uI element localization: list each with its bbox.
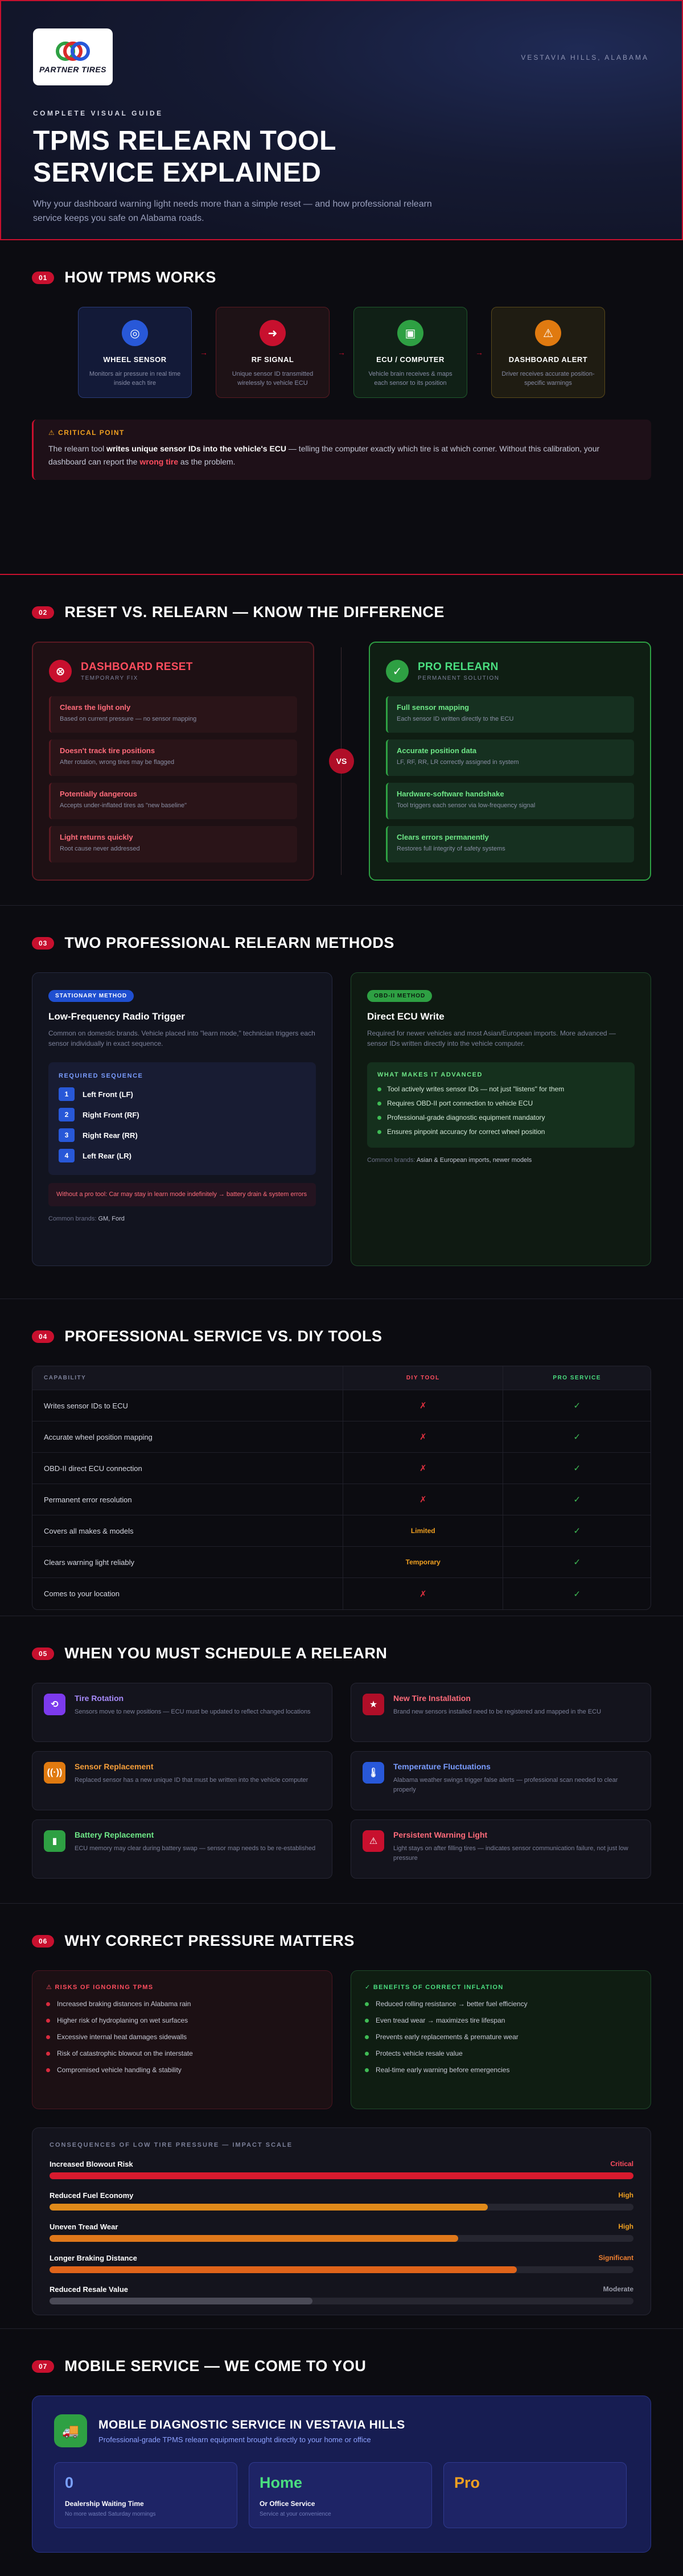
flow-card-wheel-sensor	[78, 307, 192, 398]
pro-cell	[503, 1484, 651, 1515]
card-title: Persistent Warning Light	[393, 1830, 488, 1839]
relearn-trigger-card	[32, 1819, 332, 1879]
bullet-icon	[377, 1116, 381, 1120]
card-title: New Tire Installation	[393, 1694, 471, 1703]
critical-point-callout	[32, 420, 651, 480]
x-circle-icon: ⊗	[49, 660, 72, 683]
critical-point-label: ⚠ CRITICAL POINT	[48, 429, 125, 437]
truck-icon: 🚚	[54, 2414, 87, 2447]
impact-bar-header	[50, 2285, 633, 2294]
sensor-icon: ((·))	[44, 1762, 65, 1784]
card-desc: Brand new sensors installed need to be registered and mapped in the ECU	[393, 1708, 602, 1715]
computer-icon: ▣	[397, 320, 423, 346]
stat-label: Or Office Service	[260, 2500, 315, 2508]
section-number: 01	[32, 272, 54, 284]
flow-arrow-icon: →	[475, 348, 483, 357]
section-how-tpms-works	[0, 240, 683, 574]
section-title: TWO PROFESSIONAL RELEARN METHODS	[64, 934, 394, 951]
sequence-step: 1 Left Front (LF)	[59, 1087, 306, 1101]
list-item: Clears the light only Based on current pressure — no sensor mapping	[49, 696, 297, 733]
list-item-text: Excessive internal heat damages sidewalls	[57, 2033, 187, 2041]
list-item	[46, 2033, 318, 2041]
page-title	[33, 125, 650, 189]
mobile-subtitle: Professional-grade TPMS relearn equipment brought directly to your home or office	[98, 2435, 371, 2444]
mobile-title: MOBILE DIAGNOSTIC SERVICE IN VESTAVIA HILLS	[98, 2418, 405, 2431]
impact-bar-track	[50, 2235, 633, 2242]
card-body	[393, 1830, 639, 1868]
impact-bar-label: Reduced Fuel Economy	[50, 2191, 134, 2200]
advanced-features	[367, 1062, 635, 1148]
impact-bar-header	[50, 2254, 633, 2262]
dashboard-reset-card	[32, 642, 314, 881]
list-item: Accurate position data LF, RF, RR, LR correctly assigned in system	[386, 739, 634, 776]
logo-text: PARTNER TIRES	[39, 65, 106, 74]
list-item: Professional-grade diagnostic equipment mandatory	[377, 1114, 624, 1121]
section-number: 03	[32, 937, 54, 950]
section-number: 05	[32, 1648, 54, 1660]
table-row	[32, 1484, 651, 1515]
card-body	[75, 1694, 311, 1731]
bullet-icon	[46, 2052, 50, 2056]
section-number: 02	[32, 606, 54, 619]
list-item	[46, 2049, 318, 2057]
list-item: Tool actively writes sensor IDs — not just "listens" for them	[377, 1085, 624, 1093]
warning-icon: ⚠	[363, 1830, 384, 1852]
bullet-icon	[365, 2019, 369, 2023]
impact-bar-fill	[50, 2298, 312, 2304]
stat-value: Pro	[454, 2474, 480, 2491]
card-body	[393, 1694, 601, 1731]
impact-bar-fill	[50, 2204, 488, 2211]
sequence-step: 3 Right Rear (RR)	[59, 1128, 306, 1142]
bullet-icon	[46, 2035, 50, 2039]
stationary-method-card	[32, 972, 332, 1266]
list-item-text: Prevents early replacements & premature wear	[376, 2033, 519, 2041]
common-brands: Common brands: GM, Ford	[48, 1215, 125, 1222]
impact-bar-track	[50, 2172, 633, 2179]
impact-level: Significant	[598, 2254, 633, 2262]
list-item: Requires OBD-II port connection to vehicle ECU	[377, 1099, 624, 1107]
capability-cell: Covers all makes & models	[44, 1526, 134, 1535]
flow-card-rf-signal	[216, 307, 330, 398]
brand-logo[interactable]	[33, 28, 113, 85]
list-item: Hardware-software handshake Tool triggers each sensor via low-frequency signal	[386, 783, 634, 819]
impact-label: CONSEQUENCES OF LOW TIRE PRESSURE — IMPACT SCALE	[50, 2142, 293, 2148]
vs-divider	[314, 642, 369, 881]
list-item: Full sensor mapping Each sensor ID written directly to the ECU	[386, 696, 634, 733]
section-pro-vs-diy	[0, 1299, 683, 1616]
card-desc: Alabama weather swings trigger false alerts — professional scan needed to clear properly	[393, 1777, 618, 1793]
relearn-trigger-card	[351, 1751, 651, 1810]
flow-arrow-icon: →	[338, 348, 345, 357]
card-title: PRO RELEARN	[418, 661, 499, 673]
table-row	[32, 1547, 651, 1578]
tpms-flow	[32, 307, 651, 398]
impact-level: Critical	[610, 2160, 633, 2168]
impact-bar-track	[50, 2204, 633, 2211]
bullet-icon	[46, 2068, 50, 2072]
card-subtitle: PERMANENT SOLUTION	[418, 675, 500, 681]
list-item: Potentially dangerous Accepts under-inflated tires as "new baseline"	[49, 783, 297, 819]
bullet-icon	[365, 2052, 369, 2056]
diy-cell	[343, 1484, 503, 1515]
impact-bar-label: Uneven Tread Wear	[50, 2222, 118, 2231]
bullet-icon	[365, 2068, 369, 2072]
check-icon: ✓	[573, 1558, 581, 1567]
relearn-trigger-card	[32, 1751, 332, 1810]
list-item	[365, 2000, 637, 2008]
list-item: Clears errors permanently Restores full integrity of safety systems	[386, 826, 634, 862]
card-desc: Replaced sensor has a new unique ID that must be written into the vehicle computer	[75, 1777, 308, 1784]
section-title: RESET VS. RELEARN — KNOW THE DIFFERENCE	[64, 603, 445, 621]
capability-cell: Permanent error resolution	[44, 1495, 132, 1504]
hero-banner	[0, 0, 683, 239]
vs-badge: VS	[329, 749, 354, 774]
risks-label: ⚠ RISKS OF IGNORING TPMS	[46, 1984, 154, 1991]
pro-relearn-card	[369, 642, 651, 881]
critical-point-text: The relearn tool writes unique sensor IDs into the vehicle's ECU — telling the computer exactly which tire is at which corner. Without this calibration, your dashboard can report the wrong tire as the problem.	[48, 444, 600, 466]
pro-cell	[503, 1453, 651, 1484]
pro-cell	[503, 1421, 651, 1452]
diy-cell	[343, 1578, 503, 1609]
flow-card-desc: Driver receives accurate position-specific warnings	[501, 371, 595, 387]
capability-cell: Comes to your location	[44, 1589, 120, 1598]
diy-cell	[343, 1547, 503, 1577]
flow-card-title: RF SIGNAL	[251, 355, 294, 364]
section-title: PROFESSIONAL SERVICE VS. DIY TOOLS	[64, 1328, 382, 1345]
hero-subtitle: Why your dashboard warning light needs more than a simple reset — and how professional relearn service keeps you safe on Alabama roads.	[33, 199, 432, 223]
risks-box	[32, 1970, 332, 2109]
card-body	[75, 1830, 315, 1868]
check-icon: ✓	[386, 660, 409, 683]
flow-card-title: DASHBOARD ALERT	[508, 355, 588, 364]
hero-location: VESTAVIA HILLS, ALABAMA	[521, 54, 649, 61]
pro-cell	[503, 1578, 651, 1609]
rotate-icon: ⟲	[44, 1694, 65, 1715]
page-title-line-2: SERVICE EXPLAINED	[33, 158, 322, 188]
check-icon: ✓	[573, 1589, 581, 1599]
list-item-text: Real-time early warning before emergencies	[376, 2066, 510, 2074]
stat-desc: No more wasted Saturday mornings	[65, 2511, 156, 2517]
card-title: Tire Rotation	[75, 1694, 124, 1703]
battery-icon: ▮	[44, 1830, 65, 1852]
table-row	[32, 1421, 651, 1453]
stat-desc: Service at your convenience	[260, 2511, 331, 2517]
card-desc: Light stays on after filling tires — indicates sensor communication failure, not just low pressure	[393, 1845, 628, 1862]
flow-card-ecu	[353, 307, 467, 398]
card-title: DASHBOARD RESET	[81, 661, 193, 673]
section-title: WHY CORRECT PRESSURE MATTERS	[64, 1932, 355, 1949]
flow-card-desc: Vehicle brain receives & maps each sensor to its position	[368, 371, 452, 387]
impact-bar-label: Longer Braking Distance	[50, 2254, 137, 2262]
impact-bar-fill	[50, 2172, 633, 2179]
obd-method-card	[351, 972, 651, 1266]
impact-bar-row	[50, 2222, 633, 2242]
card-body	[75, 1762, 308, 1799]
method-desc: Common on domestic brands. Vehicle placed into "learn mode," technician triggers each sensor individually in exact sequence.	[48, 1029, 315, 1047]
flow-card-desc: Unique sensor ID transmitted wirelessly to vehicle ECU	[232, 371, 314, 387]
table-row	[32, 1390, 651, 1421]
impact-level: Moderate	[603, 2285, 633, 2293]
relearn-trigger-card	[351, 1819, 651, 1879]
card-body	[393, 1762, 639, 1799]
relearn-trigger-card	[32, 1683, 332, 1742]
check-icon: ✓	[573, 1432, 581, 1442]
flow-arrow-icon: →	[200, 348, 208, 357]
method-badge: OBD-II METHOD	[367, 990, 432, 1002]
pro-cell	[503, 1390, 651, 1421]
list-item-text: Protects vehicle resale value	[376, 2049, 463, 2057]
capability-cell: OBD-II direct ECU connection	[44, 1464, 142, 1473]
impact-level: High	[618, 2191, 633, 2199]
impact-bar-track	[50, 2298, 633, 2304]
stat-card	[54, 2462, 237, 2528]
common-brands: Common brands: Asian & European imports, newer models	[367, 1157, 532, 1164]
list-item-text: Compromised vehicle handling & stability	[57, 2066, 182, 2074]
sequence-label: REQUIRED SEQUENCE	[59, 1073, 143, 1079]
impact-bar-label: Reduced Resale Value	[50, 2285, 129, 2294]
card-title: Temperature Fluctuations	[393, 1762, 491, 1771]
diy-cell	[343, 1515, 503, 1546]
diy-cell	[343, 1390, 503, 1421]
diy-value: Temporary	[405, 1558, 441, 1566]
benefits-box	[351, 1970, 651, 2109]
bullet-icon	[365, 2002, 369, 2006]
list-item	[46, 2000, 318, 2008]
relearn-triggers-grid	[32, 1683, 651, 1879]
x-mark-icon: ✗	[419, 1432, 427, 1442]
card-desc: Sensors move to new positions — ECU must be updated to reflect changed locations	[75, 1708, 311, 1715]
thermometer-icon: 🌡	[363, 1762, 384, 1784]
section-number: 04	[32, 1330, 54, 1343]
flow-card-title: WHEEL SENSOR	[103, 355, 167, 364]
table-row	[32, 1578, 651, 1609]
bullet-icon	[377, 1087, 381, 1091]
column-header: PRO SERVICE	[503, 1366, 651, 1390]
list-item-text: Higher risk of hydroplaning on wet surfaces	[57, 2016, 188, 2024]
impact-bar-fill	[50, 2266, 517, 2273]
required-sequence	[48, 1062, 316, 1175]
section-pressure-matters	[0, 1904, 683, 2328]
benefits-label: ✓ BENEFITS OF CORRECT INFLATION	[365, 1984, 504, 1991]
bullet-icon	[365, 2035, 369, 2039]
section-reset-vs-relearn	[0, 575, 683, 905]
capability-cell: Writes sensor IDs to ECU	[44, 1401, 128, 1410]
star-icon: ★	[363, 1694, 384, 1715]
section-title: MOBILE SERVICE — WE COME TO YOU	[64, 2357, 367, 2374]
table-row	[32, 1515, 651, 1547]
capability-cell: Clears warning light reliably	[44, 1558, 134, 1567]
impact-bar-row	[50, 2160, 633, 2179]
impact-bar-header	[50, 2160, 633, 2168]
arrow-right-icon: ➜	[260, 320, 286, 346]
list-item-text: Risk of catastrophic blowout on the interstate	[57, 2049, 193, 2057]
pro-cell	[503, 1515, 651, 1546]
page-title-line-1: TPMS RELEARN TOOL	[33, 126, 336, 156]
method-title: Direct ECU Write	[367, 1011, 445, 1022]
check-icon: ✓	[573, 1401, 581, 1411]
warning-icon: ⚠	[535, 320, 561, 346]
table-header-row	[32, 1366, 651, 1390]
impact-bar-header	[50, 2222, 633, 2231]
advanced-label: WHAT MAKES IT ADVANCED	[377, 1071, 483, 1078]
tire-icon: ◎	[122, 320, 148, 346]
x-mark-icon: ✗	[419, 1464, 427, 1473]
method-title: Low-Frequency Radio Trigger	[48, 1011, 185, 1022]
list-item-text: Increased braking distances in Alabama rain	[57, 2000, 191, 2008]
list-item	[46, 2016, 318, 2024]
section-title: HOW TPMS WORKS	[64, 269, 216, 286]
stat-label: Dealership Waiting Time	[65, 2500, 144, 2508]
flow-card-dashboard-alert	[491, 307, 605, 398]
sequence-step: 4 Left Rear (LR)	[59, 1149, 306, 1162]
impact-bar-fill	[50, 2235, 458, 2242]
stat-value: 0	[65, 2474, 74, 2491]
capability-cell: Accurate wheel position mapping	[44, 1432, 153, 1441]
section-mobile-service	[0, 2329, 683, 2559]
list-item-text: Even tread wear → maximizes tire lifespan	[376, 2016, 505, 2024]
section-when-to-relearn	[0, 1616, 683, 1903]
x-mark-icon: ✗	[419, 1401, 427, 1411]
mobile-service-box	[32, 2396, 651, 2553]
list-item: Light returns quickly Root cause never addressed	[49, 826, 297, 862]
impact-bar-track	[50, 2266, 633, 2273]
impact-bar-header	[50, 2191, 633, 2200]
hero-eyebrow: COMPLETE VISUAL GUIDE	[33, 109, 163, 117]
x-mark-icon: ✗	[419, 1495, 427, 1505]
check-icon: ✓	[573, 1495, 581, 1505]
flow-card-title: ECU / COMPUTER	[376, 355, 445, 364]
relearn-trigger-card	[351, 1683, 651, 1742]
impact-bar-row	[50, 2191, 633, 2211]
list-item	[365, 2016, 637, 2024]
flow-card-desc: Monitors air pressure in real time inside each tire	[89, 371, 181, 387]
bullet-icon	[377, 1102, 381, 1106]
impact-bar-label: Increased Blowout Risk	[50, 2160, 133, 2168]
check-icon: ✓	[573, 1526, 581, 1536]
warning-note: Without a pro tool: Car may stay in learn mode indefinitely → battery drain & system errors	[48, 1183, 316, 1206]
diy-cell	[343, 1421, 503, 1452]
stat-card	[443, 2462, 627, 2528]
bullet-icon	[46, 2019, 50, 2023]
list-item	[365, 2066, 637, 2074]
check-icon: ✓	[573, 1464, 581, 1473]
list-item	[365, 2049, 637, 2057]
card-desc: ECU memory may clear during battery swap — sensor map needs to be re-established	[75, 1845, 316, 1852]
card-title: Battery Replacement	[75, 1830, 154, 1839]
impact-bar-row	[50, 2254, 633, 2273]
column-header: DIY TOOL	[343, 1366, 503, 1390]
bullet-icon	[46, 2002, 50, 2006]
list-item	[46, 2066, 318, 2074]
bullet-icon	[377, 1130, 381, 1134]
method-desc: Required for newer vehicles and most Asian/European imports. More advanced — sensor IDs written directly into the vehicle computer.	[367, 1029, 616, 1047]
stat-card	[249, 2462, 432, 2528]
section-number: 06	[32, 1935, 54, 1948]
stat-value: Home	[260, 2474, 303, 2491]
card-subtitle: TEMPORARY FIX	[81, 675, 138, 681]
card-title: Sensor Replacement	[75, 1762, 154, 1771]
comparison-table	[32, 1366, 651, 1610]
sequence-step: 2 Right Front (RF)	[59, 1108, 306, 1121]
impact-scale	[32, 2127, 651, 2315]
impact-level: High	[618, 2222, 633, 2230]
pro-cell	[503, 1547, 651, 1577]
column-header: CAPABILITY	[44, 1375, 87, 1381]
logo-rings-icon	[56, 40, 90, 63]
list-item: Ensures pinpoint accuracy for correct wheel position	[377, 1128, 624, 1136]
diy-value: Limited	[410, 1527, 435, 1535]
list-item: Doesn't track tire positions After rotation, wrong tires may be flagged	[49, 739, 297, 776]
list-item	[365, 2033, 637, 2041]
section-number: 07	[32, 2360, 54, 2373]
list-item-text: Reduced rolling resistance → better fuel efficiency	[376, 2000, 528, 2008]
section-relearn-methods	[0, 906, 683, 1299]
table-row	[32, 1453, 651, 1484]
diy-cell	[343, 1453, 503, 1484]
method-badge: STATIONARY METHOD	[48, 990, 134, 1002]
x-mark-icon: ✗	[419, 1589, 427, 1599]
impact-bar-row	[50, 2285, 633, 2304]
section-title: WHEN YOU MUST SCHEDULE A RELEARN	[64, 1645, 388, 1662]
